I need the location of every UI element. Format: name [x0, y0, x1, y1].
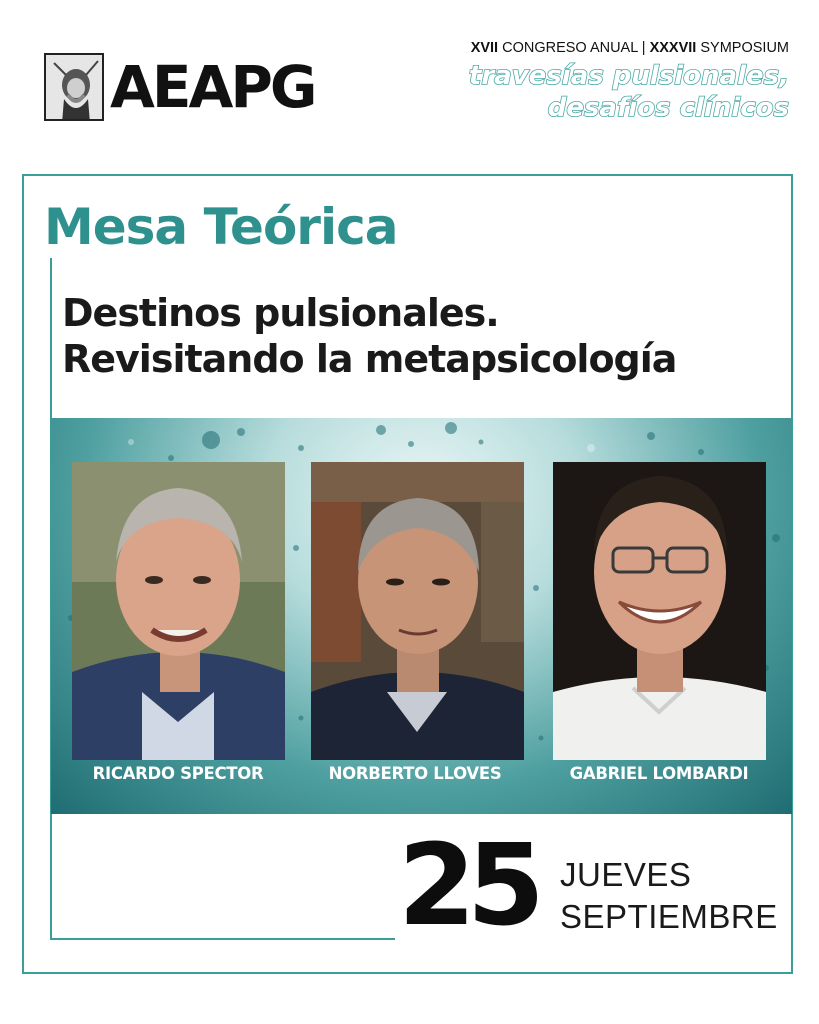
congress-line: [471, 40, 789, 56]
logo-wordmark: AEAPG: [110, 53, 315, 121]
talk-title-line-1: Destinos pulsionales.: [62, 291, 499, 335]
logo-emblem: [44, 53, 104, 121]
slogan-line-2: desafíos clínicos: [547, 93, 789, 123]
symposium-label: SYMPOSIUM: [696, 40, 789, 56]
date-month: SEPTIEMBRE: [560, 898, 778, 935]
date-day-number: 25: [398, 821, 536, 951]
symposium-ordinal: XXXVII: [649, 40, 697, 56]
date-weekday: JUEVES: [560, 856, 692, 893]
talk-title-line-2: Revisitando la metapsicología: [62, 337, 677, 381]
event-type-heading: Mesa Teórica: [44, 198, 398, 256]
speaker-photo-gabriel-lombardi: [553, 462, 766, 760]
talk-title: [62, 290, 676, 382]
speaker-name-3: GABRIEL LOMBARDI: [569, 764, 749, 783]
speaker-photo-norberto-lloves: [311, 462, 524, 760]
inner-frame-bottom: [50, 938, 395, 940]
congress-ordinal: XVII: [470, 40, 499, 56]
speaker-name-1: RICARDO SPECTOR: [92, 764, 264, 783]
congress-label: CONGRESO ANUAL |: [498, 40, 650, 56]
speaker-name-2: NORBERTO LLOVES: [328, 764, 502, 783]
congress-slogan: [469, 60, 789, 124]
slogan-line-1: travesías pulsionales,: [468, 61, 789, 91]
speaker-photo-ricardo-spector: [72, 462, 285, 760]
